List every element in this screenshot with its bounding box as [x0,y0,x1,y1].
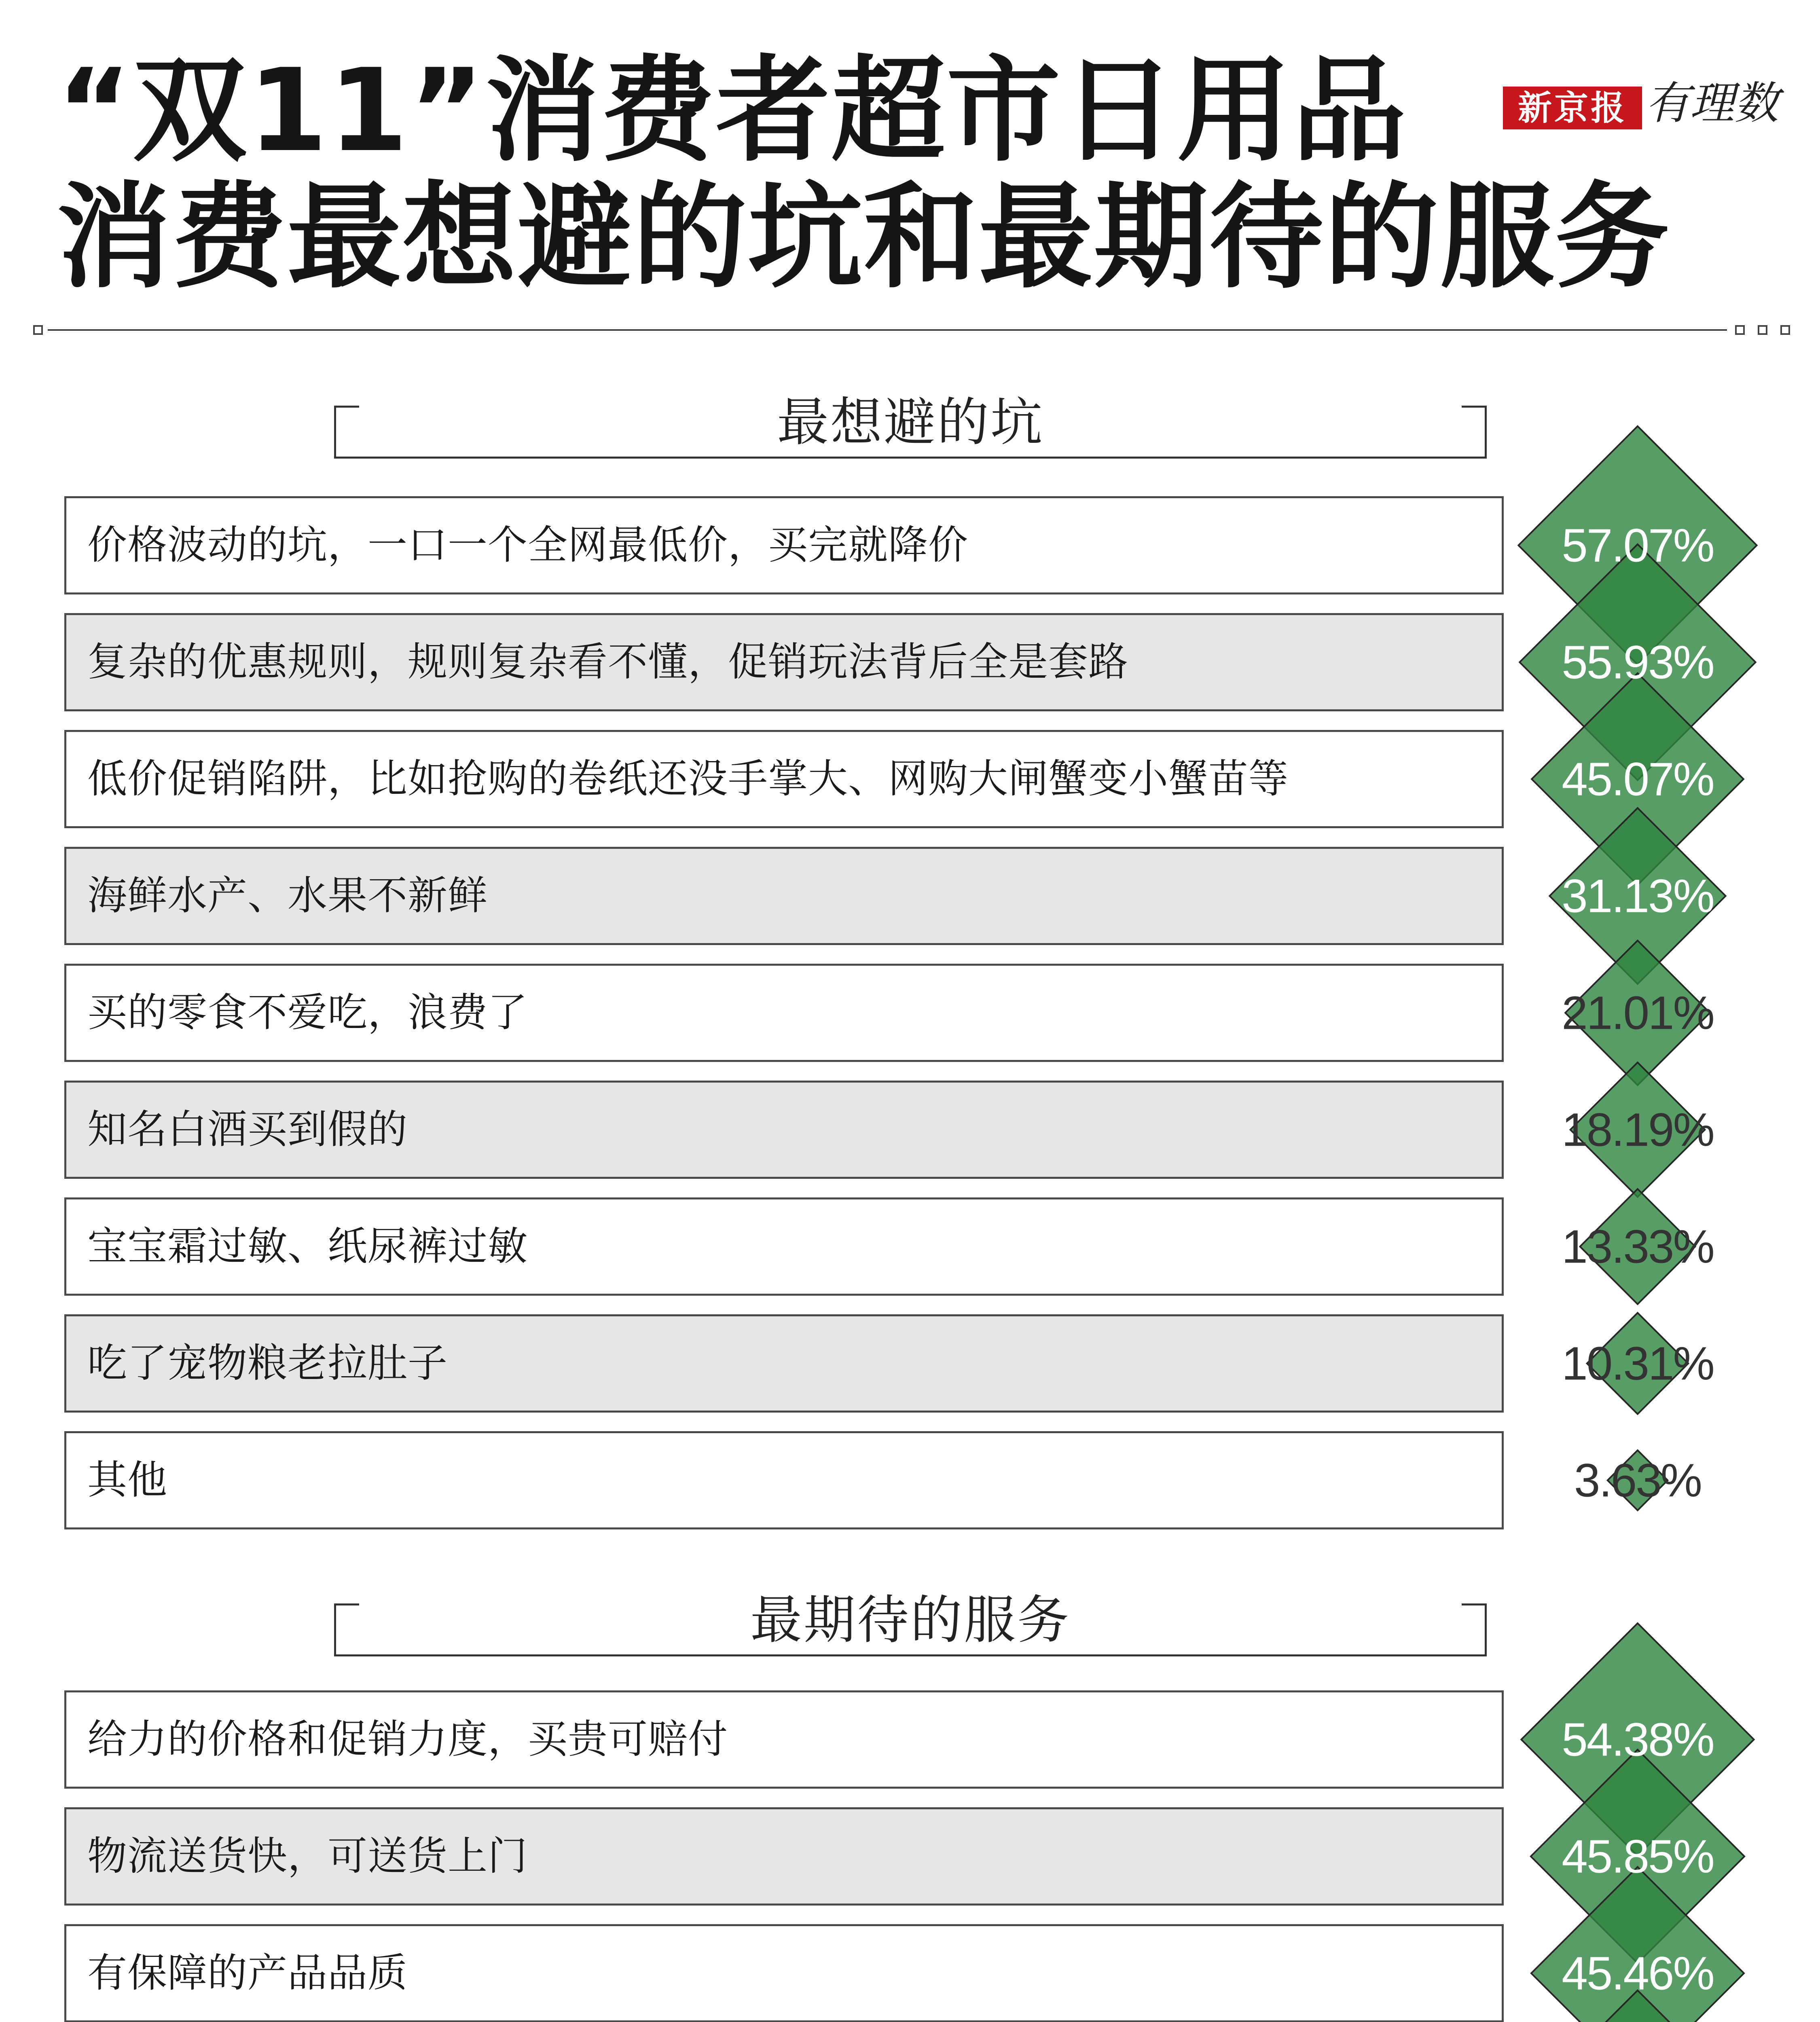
percent-label: 10.31% [1562,1337,1714,1390]
option-label: 物流送货快，可送货上门 [87,1833,528,1879]
option-label: 给力的价格和促销力度，买贵可赔付 [87,1716,728,1762]
percent-label: 3.63% [1574,1454,1701,1507]
section-heading: 最想避的坑 [777,392,1044,453]
brand-logo: 新京报 [1503,87,1642,129]
percent-label: 45.85% [1562,1830,1714,1883]
option-label: 海鲜水产、水果不新鲜 [87,873,488,919]
option-label: 知名白酒买到假的 [87,1106,408,1153]
percent-label: 18.19% [1562,1103,1714,1156]
section-heading: 最期待的服务 [750,1590,1071,1650]
option-label: 吃了宠物粮老拉肚子 [87,1340,448,1386]
percent-label: 54.38% [1562,1713,1714,1766]
option-label: 有保障的产品品质 [87,1950,408,1996]
percent-label: 31.13% [1562,869,1714,922]
brand-column-logo: 有理数 [1645,77,1779,129]
percent-label: 13.33% [1562,1220,1714,1273]
percent-label: 57.07% [1562,519,1714,572]
page-title-line1: “双11”消费者超市日用品 [57,44,1408,177]
percent-label: 55.93% [1562,636,1714,689]
option-label: 买的零食不爱吃，浪费了 [87,990,528,1036]
percent-label: 21.01% [1562,986,1714,1039]
option-label: 复杂的优惠规则，规则复杂看不懂，促销玩法背后全是套路 [87,639,1129,685]
option-label: 宝宝霜过敏、纸尿裤过敏 [87,1223,528,1269]
option-label: 低价促销陷阱，比如抢购的卷纸还没手掌大、网购大闸蟹变小蟹苗等 [87,756,1289,802]
option-label: 价格波动的坑，一口一个全网最低价，买完就降价 [87,522,969,568]
percent-label: 45.46% [1562,1947,1714,2000]
option-label: 其他 [87,1457,168,1503]
page-title-line2: 消费最想避的坑和最期待的服务 [57,171,1670,304]
percent-label: 45.07% [1562,753,1714,806]
